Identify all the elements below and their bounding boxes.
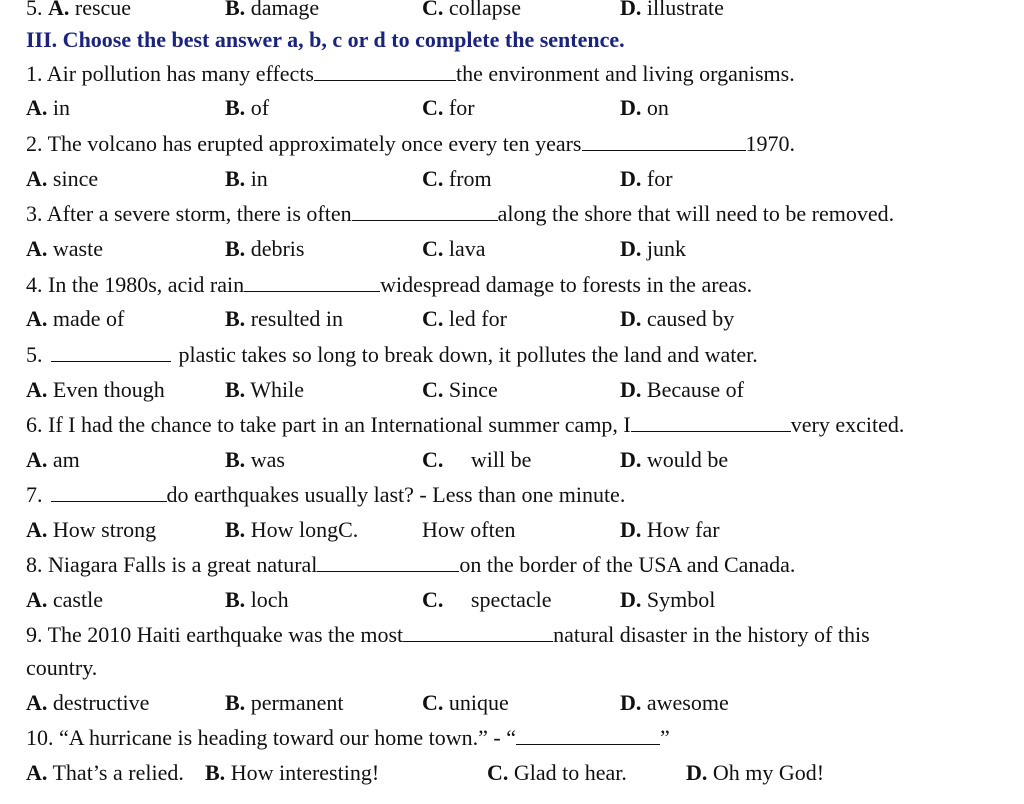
q4-option-a[interactable]: A. made of [26,306,125,331]
q1-option-b[interactable]: B. of [225,95,270,120]
q10-option-c[interactable]: C. Glad to hear. [487,760,627,785]
question-2-text-before: 2. The volcano has erupted approximately once every ten years [26,131,582,156]
q7-option-a[interactable]: A. How strong [26,517,157,542]
q5-option-a[interactable]: A. Even though [26,377,165,402]
question-2 [26,130,795,158]
q9-option-b[interactable]: B. permanent [225,690,344,715]
q2-option-a[interactable]: A. since [26,166,99,191]
section-heading: III. Choose the best answer a, b, c or d to complete the sentence. [26,27,625,52]
q3-option-d[interactable]: D. junk [620,236,687,261]
q6-option-a[interactable]: A. am [26,447,80,472]
q4-option-d[interactable]: D. caused by [620,306,735,331]
q10-option-d[interactable]: D. Oh my God! [686,760,825,785]
q9-option-c[interactable]: C. unique [422,690,509,715]
question-6-text-before: 6. If I had the chance to take part in an International summer camp, I [26,412,631,437]
prev-option-d: D. illustrate [620,0,724,20]
question-2-text-after: 1970. [745,131,795,156]
question-4-text-before: 4. In the 1980s, acid rain [26,272,245,297]
q9-option-d[interactable]: D. awesome [620,690,729,715]
question-8-blank[interactable] [317,551,459,572]
prev-option-b: B. damage [225,0,320,20]
question-3-text-before: 3. After a severe storm, there is often [26,201,352,226]
q1-option-a[interactable]: A. in [26,95,71,120]
q2-option-c[interactable]: C. from [422,166,492,191]
q5-option-d[interactable]: D. Because of [620,377,745,402]
question-1-blank[interactable] [314,60,456,81]
question-9 [26,621,870,649]
question-9-continuation: country. [26,655,98,680]
question-6-text-after: very excited. [790,412,905,437]
question-10-text-after: ” [659,725,670,750]
q3-option-b[interactable]: B. debris [225,236,305,261]
q1-option-d[interactable]: D. on [620,95,669,120]
question-10 [26,724,670,752]
q9-option-a[interactable]: A. destructive [26,690,150,715]
q7-option-b[interactable]: B. How longC. [225,517,359,542]
q8-option-d[interactable]: D. Symbol [620,587,716,612]
question-9-blank[interactable] [403,621,553,642]
q3-option-c[interactable]: C. lava [422,236,486,261]
q6-option-c[interactable]: C. will be [422,447,532,472]
question-9-text-after: natural disaster in the history of this [553,622,870,647]
question-4 [26,271,752,299]
q6-option-d[interactable]: D. would be [620,447,729,472]
q2-option-d[interactable]: D. for [620,166,673,191]
q6-option-b[interactable]: B. was [225,447,285,472]
q4-option-b[interactable]: B. resulted in [225,306,343,331]
question-4-text-after: widespread damage to forests in the areas. [380,272,753,297]
q8-option-c[interactable]: C. spectacle [422,587,552,612]
question-9-text-before: 9. The 2010 Haiti earthquake was the most [26,622,404,647]
q3-option-a[interactable]: A. waste [26,236,103,261]
question-8-text-after: on the border of the USA and Canada. [459,552,796,577]
q5-option-c[interactable]: C. Since [422,377,498,402]
q1-option-c[interactable]: C. for [422,95,475,120]
q5-option-b[interactable]: B. While [225,377,305,402]
question-6 [26,411,904,439]
q10-option-a[interactable]: A. That’s a relied. [26,760,184,785]
question-7 [26,481,625,509]
question-4-blank[interactable] [244,271,380,292]
question-10-blank[interactable] [516,724,660,745]
prev-option-a: 5. A. rescue [26,0,132,20]
question-7-text-before: 7. [26,482,43,507]
question-3-text-after: along the shore that will need to be removed. [497,201,895,226]
question-2-blank[interactable] [582,130,746,151]
q10-option-b[interactable]: B. How interesting! [205,760,380,785]
question-10-text-before: 10. “A hurricane is heading toward our home town.” - “ [26,725,516,750]
q4-option-c[interactable]: C. led for [422,306,507,331]
question-1 [26,60,795,88]
question-7-blank[interactable] [51,481,167,502]
question-6-blank[interactable] [631,411,791,432]
question-3-blank[interactable] [352,200,498,221]
question-1-text-after: the environment and living organisms. [456,61,795,86]
question-7-text-after: do earthquakes usually last? - Less than one minute. [166,482,626,507]
q7-option-d[interactable]: D. How far [620,517,720,542]
question-5-text-before: 5. [26,342,43,367]
question-8-text-before: 8. Niagara Falls is a great natural [26,552,318,577]
prev-option-c: C. collapse [422,0,521,20]
question-5-text-after: plastic takes so long to break down, it pollutes the land and water. [178,342,758,367]
question-5-blank[interactable] [51,341,171,362]
q7-option-c[interactable]: How often [422,517,516,542]
question-1-text-before: 1. Air pollution has many effects [26,61,314,86]
question-5 [26,341,758,369]
question-8 [26,551,795,579]
q8-option-a[interactable]: A. castle [26,587,103,612]
question-3 [26,200,894,228]
q8-option-b[interactable]: B. loch [225,587,289,612]
q2-option-b[interactable]: B. in [225,166,268,191]
